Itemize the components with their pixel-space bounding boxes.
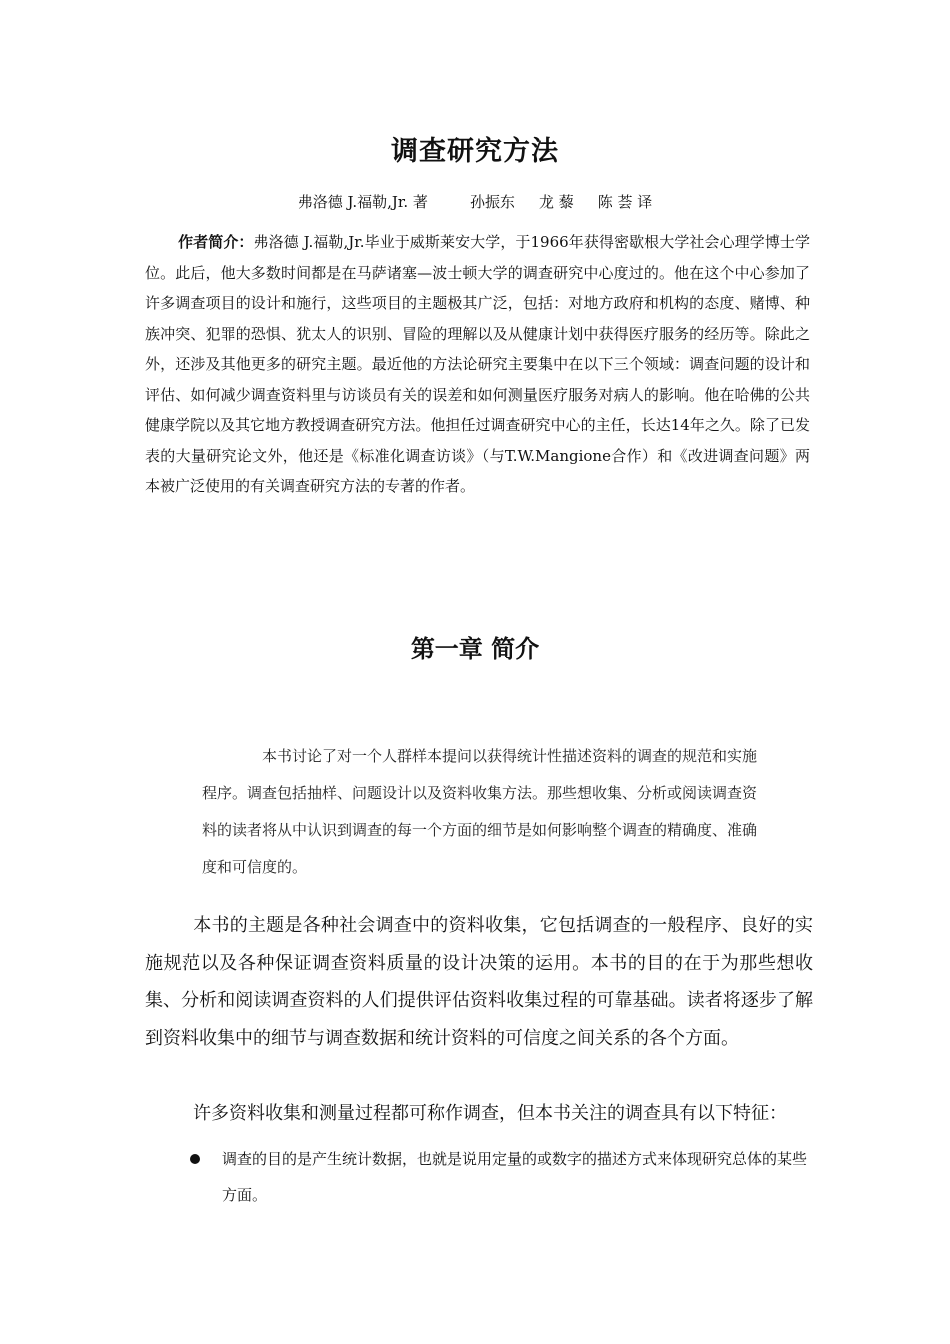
list-item-text: 调查的目的是产生统计数据，也就是说用定量的或数字的描述方式来体现研究总体的某些方面。 — [222, 1150, 808, 1204]
byline-author: 弗洛德 J.福勒,Jr. 著 — [297, 193, 428, 211]
document-title: 调查研究方法 — [391, 136, 559, 167]
list-item — [145, 1141, 813, 1213]
chapter-abstract — [202, 738, 762, 886]
chapter-abstract-text: 本书讨论了对一个人群样本提问以获得统计性描述资料的调查的规范和实施程序。调查包括抽样、问题设计以及资料收集方法。那些想收集、分析或阅读调查资料的读者将从中认识到调查的每一个方面的细节是如何影响整个调查的精确度、准确度和可信度的。 — [202, 747, 758, 876]
body-paragraph-text: 许多资料收集和测量过程都可称作调查，但本书关注的调查具有以下特征： — [193, 1103, 787, 1124]
body-paragraph — [145, 907, 813, 1057]
byline-translator: 陈 荟 译 — [597, 193, 653, 211]
bullet-dot-icon — [190, 1154, 200, 1164]
byline — [0, 191, 950, 213]
body-paragraph-text: 本书的主题是各种社会调查中的资料收集，它包括调查的一般程序、良好的实施规范以及各种保证调查资料质量的设计决策的运用。本书的目的在于为那些想收集、分析和阅读调查资料的人们提供评估资料收集过程的可靠基础。读者将逐步了解到资料收集中的细节与调查数据和统计资料的可信度之间关系的各个方面。 — [145, 915, 813, 1049]
body-paragraph — [145, 1095, 813, 1133]
feature-list — [145, 1141, 813, 1213]
author-bio — [145, 227, 810, 502]
author-bio-text: 弗洛德 J.福勒,Jr.毕业于威斯莱安大学，于1966年获得密歇根大学社会心理学博士学位。此后，他大多数时间都是在马萨诸塞—波士顿大学的调查研究中心度过的。他在这个中心参加了许多调查项目的设计和施行，这些项目的主题极其广泛，包括：对地方政府和机构的态度、赌博、种族冲突、犯罪的恐惧、犹太人的识别、冒险的理解以及从健康计划中获得医疗服务的经历等。除此之外，还涉及其他更多的研究主题。最近他的方法论研究主要集中在以下三个领域：调查问题的设计和评估、如何减少调查资料里与访谈员有关的误差和如何测量医疗服务对病人的影响。他在哈佛的公共健康学院以及其它地方教授调查研究方法。他担任过调查研究中心的主任，长达14年之久。除了已发表的大量研究论文外，他还是《标准化调查访谈》（与T.W.Mangione合作）和《改进调查问题》两本被广泛使用的有关调查研究方法的专著的作者。 — [145, 233, 810, 495]
byline-translator: 孙振东 — [469, 193, 515, 211]
chapter-title: 第一章 简介 — [410, 634, 540, 663]
byline-translator: 龙 藜 — [538, 193, 574, 211]
author-bio-label: 作者简介： — [178, 233, 254, 251]
